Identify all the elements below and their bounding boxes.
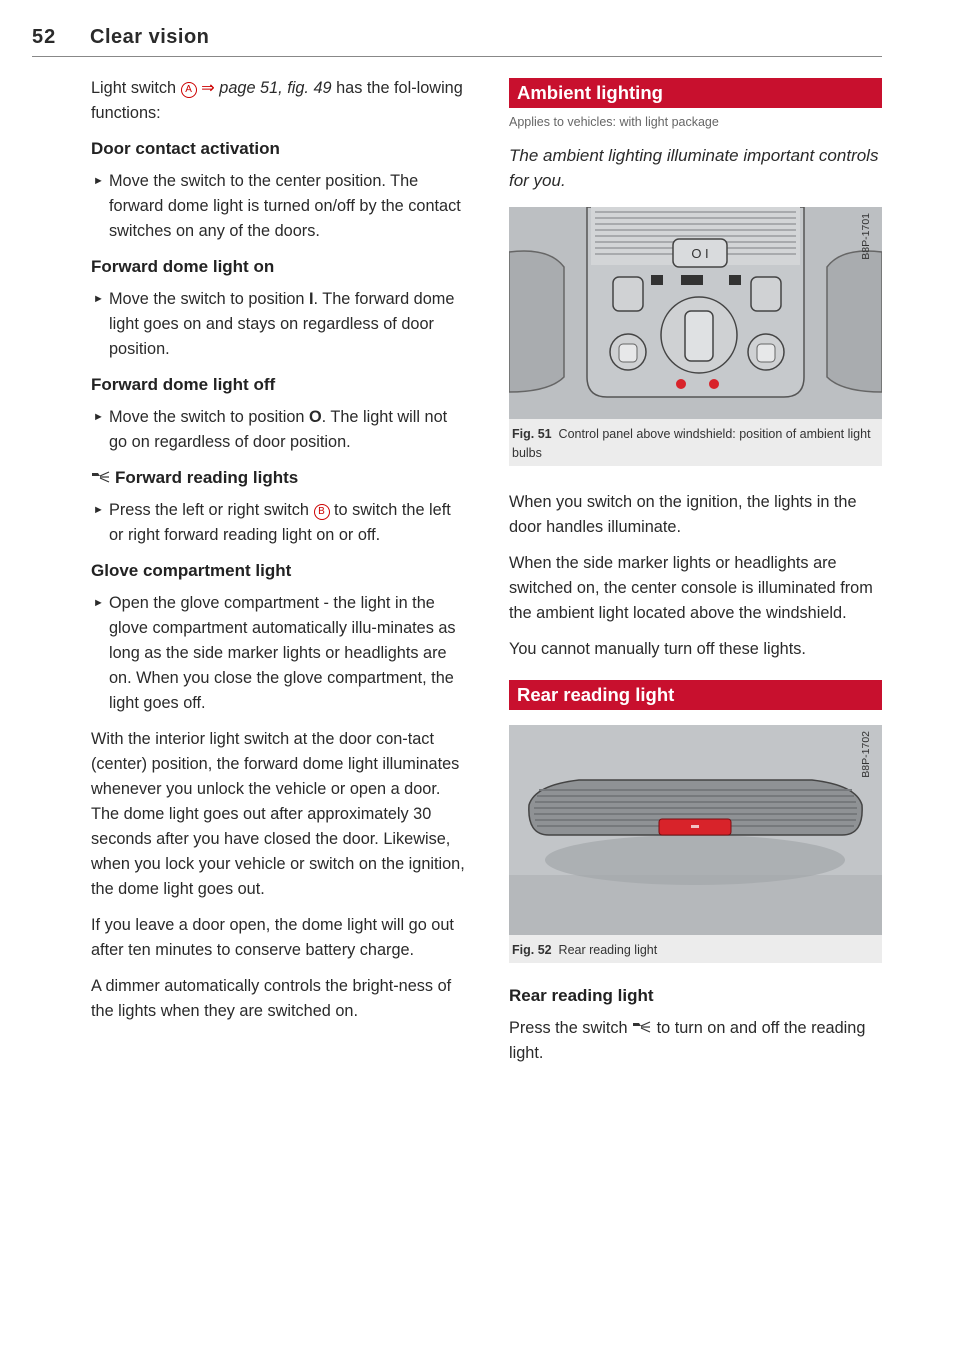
body-paragraph: When the side marker lights or headlights are switched on, the center console is illuminated from the ambient light located above the windshield. — [509, 554, 873, 622]
figure-52 — [509, 725, 882, 963]
list-item: ► Press the left or right switch B to switch the left or right forward reading light on or off. — [91, 498, 466, 548]
ambient-intro: The ambient lighting illuminate important controls for you. — [509, 146, 879, 190]
figure-caption: Fig. 52 Rear reading light — [509, 935, 882, 963]
body-paragraph: A dimmer automatically controls the bright-ness of the lights when they are switched on. — [91, 977, 452, 1020]
figure-51 — [509, 207, 882, 466]
applies-note: Applies to vehicles: with light package — [509, 115, 719, 129]
body-paragraph: You cannot manually turn off these lights. — [509, 640, 806, 658]
control-panel-illustration — [509, 207, 882, 419]
list-item: ► Move the switch to position O. The light will not go on regardless of door position. — [91, 405, 466, 455]
figure-caption: Fig. 51 Control panel above windshield: position of ambient light bulbs — [509, 419, 882, 466]
right-column — [509, 78, 882, 1077]
heading-rear-reading-light: Rear reading light — [509, 986, 654, 1005]
reading-light-icon — [91, 470, 111, 484]
figure-code: B8P-1702 — [860, 731, 872, 778]
arrow-icon: ⇒ — [196, 79, 220, 97]
control-panel-drawing — [509, 207, 882, 419]
rear-light-drawing — [509, 725, 882, 935]
body-paragraph: With the interior light switch at the door con-tact (center) position, the forward dome light illuminates whenever you unlock the vehicle or open a door. The dome light goes out after approximately 30 seconds after you have closed the door. Likewise, when you lock your vehicle or switch on the ignition, the dome light goes out. — [91, 730, 465, 898]
left-column — [91, 76, 466, 1035]
rear-light-illustration — [509, 725, 882, 935]
section-banner-ambient: Ambient lighting — [509, 78, 882, 108]
reading-light-icon — [632, 1020, 652, 1034]
heading-reading-lights: Forward reading lights — [91, 467, 466, 489]
bullet-arrow-icon: ► — [93, 597, 104, 609]
body-paragraph: When you switch on the ignition, the lights in the door handles illuminate. — [509, 493, 857, 536]
intro-paragraph: Light switch A ⇒ page 51, fig. 49 has the fol-lowing functions: — [91, 79, 463, 122]
list-item: ► Open the glove compartment - the light in the glove compartment automatically illu-minates as long as the side marker lights or headlights are on. When you close the glove compartment, the light goes off. — [91, 591, 466, 716]
heading-door-contact: Door contact activation — [91, 139, 280, 158]
section-banner-rear: Rear reading light — [509, 680, 882, 710]
callout-b-icon: B — [314, 504, 330, 520]
page-number: 52 — [32, 26, 57, 48]
callout-a-icon: A — [181, 82, 197, 98]
switch-label: O I — [691, 246, 709, 261]
section-title: Clear vision — [90, 26, 210, 48]
heading-dome-off: Forward dome light off — [91, 375, 276, 394]
page-header — [32, 22, 882, 57]
bullet-arrow-icon: ► — [93, 175, 104, 187]
body-paragraph: Press the switch to turn on and off the reading light. — [509, 1019, 866, 1062]
bullet-arrow-icon: ► — [93, 411, 104, 423]
figure-code: B8P-1701 — [860, 213, 872, 260]
list-item: ► Move the switch to the center position. The forward dome light is turned on/off by the contact switches on any of the doors. — [91, 169, 466, 244]
list-item: ► Move the switch to position I. The forward dome light goes on and stays on regardless of door position. — [91, 287, 466, 362]
heading-glove-compartment: Glove compartment light — [91, 561, 292, 580]
page-reference-link[interactable]: page 51, fig. 49 — [219, 79, 332, 97]
body-paragraph: If you leave a door open, the dome light will go out after ten minutes to conserve battery charge. — [91, 916, 454, 959]
heading-dome-on: Forward dome light on — [91, 257, 275, 276]
bullet-arrow-icon: ► — [93, 504, 104, 516]
bullet-arrow-icon: ► — [93, 293, 104, 305]
